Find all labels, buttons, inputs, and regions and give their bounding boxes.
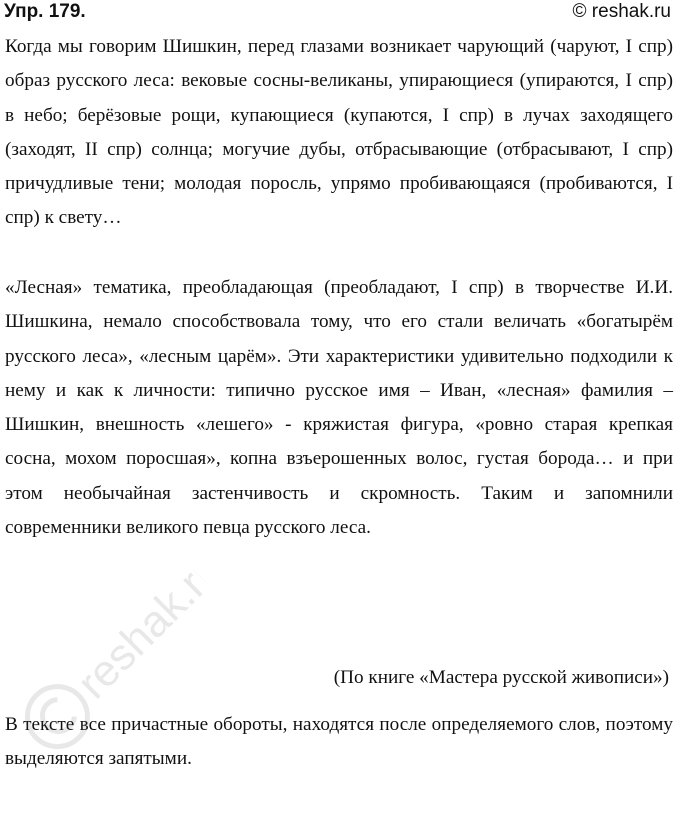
- site-credit: © reshak.ru: [572, 1, 671, 22]
- svg-text:reshak.ru: reshak.ru: [68, 543, 233, 709]
- source-citation: (По книге «Мастера русской живописи»): [333, 667, 669, 688]
- page-header: [4, 0, 671, 26]
- paragraph-conclusion: В тексте все причастные обороты, находятся после определяемого слов, поэтому выделяются запятыми.: [5, 714, 673, 770]
- exercise-number: Упр. 179.: [4, 1, 86, 22]
- paragraph-shishkin: «Лесная» тематика, преобладающая (преобладают, I спр) в творчестве И.И. Шишкина, немало способствовала тому, что его стали величать «богатырём русского леса», «лесным царём». Эти характеристики удивительно подходили к нему и как к личности: типично русское имя – Иван, «лесная» фамилия – Шишкин, внешность «лешего» - кряжистая фигура, «ровно старая крепкая сосна, мохом поросшая», копна взъерошенных волос, густая борода… и при этом необычайная застенчивость и скромность. Таким и запомнили современники великого певца русского леса.: [5, 277, 673, 539]
- paragraph-main: Когда мы говорим Шишкин, перед глазами возникает чарующий (чаруют, I спр) образ русского леса: вековые сосны-великаны, упирающиеся (упираются, I спр) в небо; берёзовые рощи, купающиеся (купаются, I спр) в лучах заходящего (заходят, II спр) солнца; могучие дубы, отбрасывающие (отбрасывают, I спр) причудливые тени; молодая поросль, упрямо пробивающаяся (пробиваются, I спр) к свету…: [5, 36, 673, 229]
